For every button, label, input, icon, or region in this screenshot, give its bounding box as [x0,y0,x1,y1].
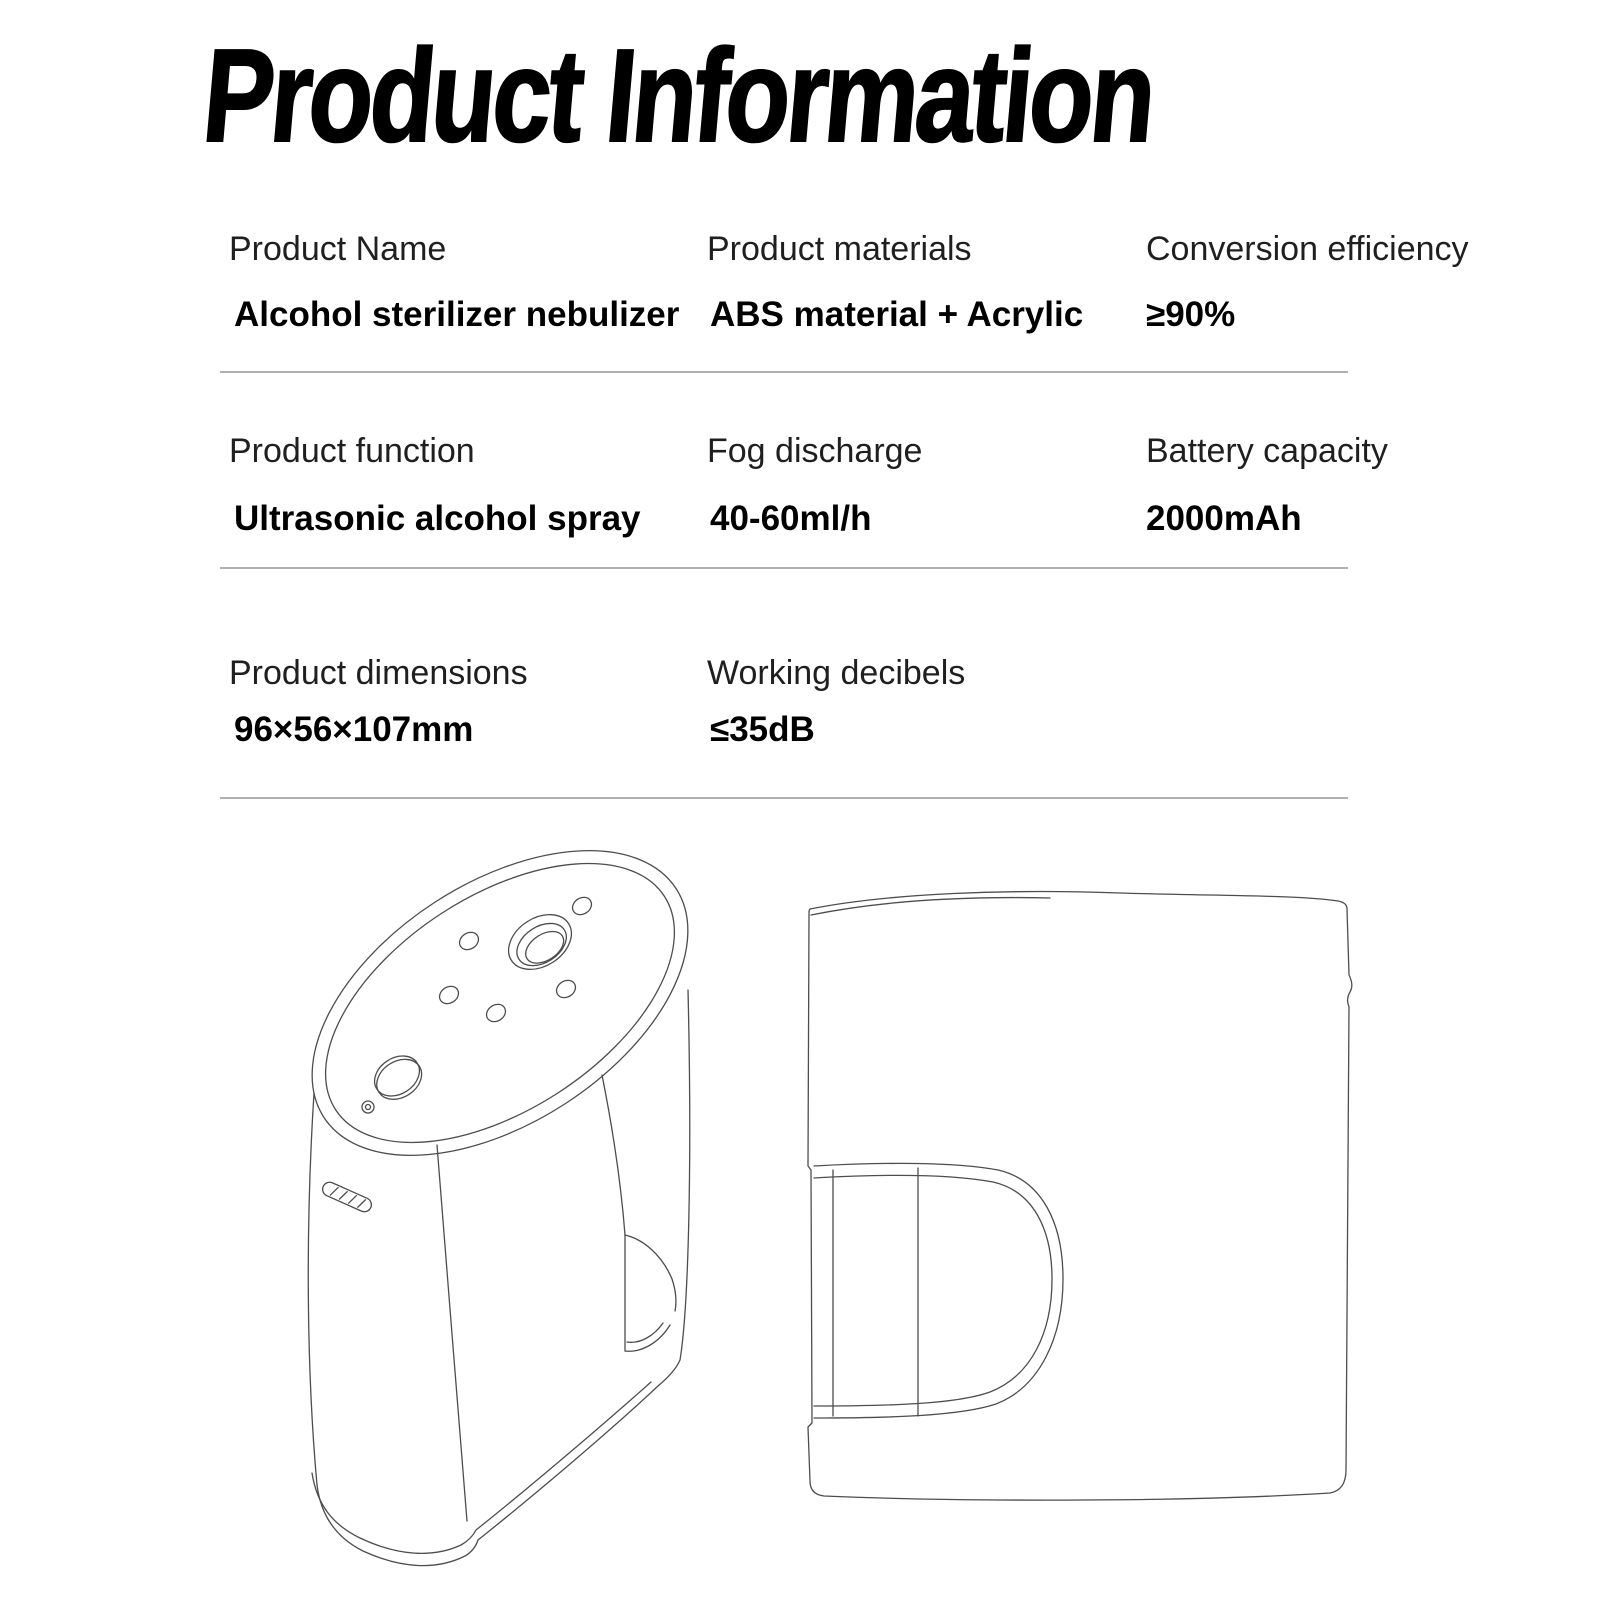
bottle-notch [625,1235,676,1351]
indicator-hole [362,1101,374,1113]
side-slot [320,1180,373,1214]
spec-label-product-name: Product Name [229,230,447,268]
spec-value-product-materials: ABS material + Acrylic [710,295,1084,334]
spec-label-working-decibels: Working decibels [707,654,966,692]
bottle-recess [814,1163,1063,1418]
device-side-drawing [790,875,1370,1515]
side-edge [602,1075,625,1235]
device-body-outline [308,990,689,1566]
spec-value-product-function: Ultrasonic alcohol spray [234,499,641,538]
device-top-face [259,835,742,1218]
spec-value-product-name: Alcohol sterilizer nebulizer [234,295,680,334]
spec-label-conversion-efficiency: Conversion efficiency [1146,230,1469,268]
spec-label-battery-capacity: Battery capacity [1146,432,1388,470]
page-title: Product Information [197,22,1159,169]
spec-value-conversion-efficiency: ≥90% [1146,295,1236,334]
divider-3 [220,797,1348,799]
top-edge-seam [811,898,1050,915]
spray-nozzle [498,903,581,980]
spec-label-product-materials: Product materials [707,230,972,268]
base-seam [312,1382,651,1553]
spec-label-product-function: Product function [229,432,475,470]
divider-1 [220,371,1348,373]
spec-value-battery-capacity: 2000mAh [1146,499,1302,538]
spec-value-working-decibels: ≤35dB [710,710,815,749]
spec-value-product-dimensions: 96×56×107mm [234,710,474,749]
spec-label-fog-discharge: Fog discharge [707,432,923,470]
divider-2 [220,567,1348,569]
spec-label-product-dimensions: Product dimensions [229,654,528,692]
side-outline [808,892,1352,1501]
screw-holes [436,894,594,1025]
front-edge [437,1145,467,1521]
device-perspective-drawing [165,835,765,1600]
power-button [367,1048,429,1108]
spec-value-fog-discharge: 40-60ml/h [710,499,872,538]
